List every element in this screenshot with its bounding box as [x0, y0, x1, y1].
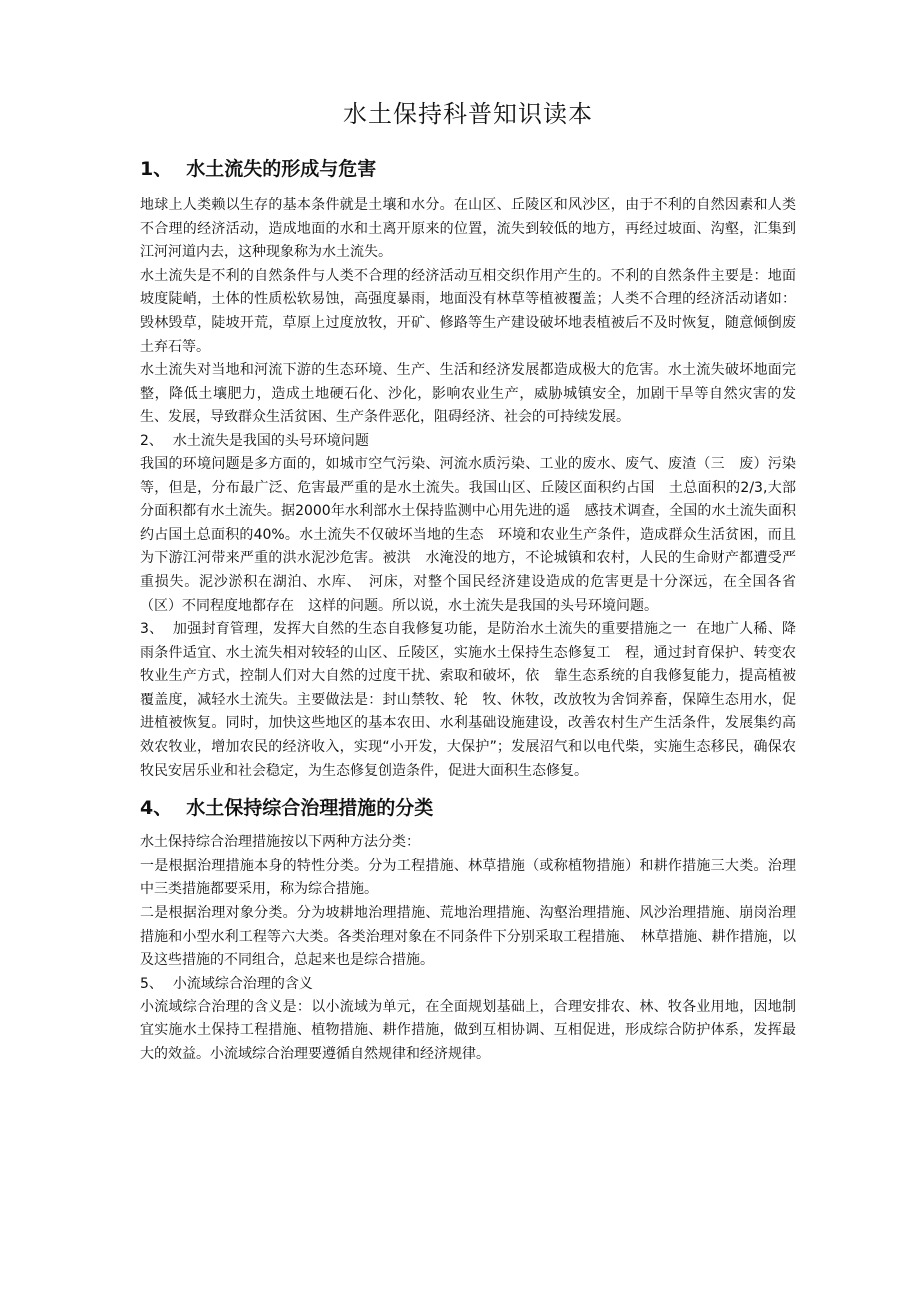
section-title: 水土流失的形成与危害 — [186, 158, 377, 180]
section-title: 水土流失是我国的头号环境问题 — [172, 432, 369, 449]
section-title: 加强封育管理，发挥大自然的生态自我修复功能，是防治水土流失的重要措施之一 — [172, 621, 687, 638]
section-4-heading — [140, 793, 796, 823]
paragraph: 地球上人类赖以生存的基本条件就是土壤和水分。在山区、丘陵区和风沙区，由于不利的自然因素和人类不合理的经济活动，造成地面的水和土离开原来的位置，流失到较低的地方，再经过坡面、沟壑，汇集到江河河道内去，这种现象称为水土流失。 — [140, 197, 796, 261]
document-page — [140, 96, 796, 1067]
paragraph: 一是根据治理措施本身的特性分类。分为工程措施、林草措施（或称植物措施）和耕作措施三大类。治理中三类措施都要采用，称为综合措施。 — [140, 857, 796, 898]
paragraph: 小流域综合治理的含义是：以小流域为单元，在全面规划基础上，合理安排农、林、牧各业用地，因地制宜实施水土保持工程措施、植物措施、耕作措施，做到互相协调、互相促进，形成综合防护体系，发挥最大的效益。小流域综合治理要遵循自然规律和经济规律。 — [140, 998, 796, 1062]
section-number: 4、 — [140, 797, 173, 820]
section-number: 3、 — [140, 621, 164, 638]
section-1-heading — [140, 154, 796, 184]
section-5-heading — [140, 973, 796, 996]
section-title: 小流域综合治理的含义 — [172, 975, 313, 992]
section-3-block — [140, 618, 796, 783]
section-number: 1、 — [140, 158, 173, 180]
paragraph: 二是根据治理对象分类。分为坡耕地治理措施、荒地治理措施、沟壑治理措施、风沙治理措施、崩岗治理措施和小型水利工程等六大类。各类治理对象在不同条件下分别采取工程措施、 林草措施、耕作措施，以及这些措施的不同组合，总起来也是综合措施。 — [140, 905, 796, 969]
paragraph: 水土流失是不利的自然条件与人类不合理的经济活动互相交织作用产生的。不利的自然条件主要是：地面坡度陡峭，土体的性质松软易蚀，高强度暴雨，地面没有林草等植被覆盖；人类不合理的经济活动诸如：毁林毁草，陡坡开荒，草原上过度放牧，开矿、修路等生产建设破坏地表植被后不及时恢复，随意倾倒废土弃石等。 — [140, 267, 796, 355]
section-number: 5、 — [140, 975, 163, 992]
section-number: 2、 — [140, 432, 163, 449]
paragraph: 在地广人稀、降雨条件适宜、水土流失相对较轻的山区、丘陵区，实施水土保持生态修复工 程，通过封育保护、转变农牧业生产方式，控制人们对大自然的过度干扰、索取和破坏，依 靠生态系统的自我修复能力，提高植被覆盖度，减轻水土流失。主要做法是：封山禁牧、轮 牧、休牧，改放牧为舍饲养畜，保障生态用水，促进植被恢复。同时，加快这些地区的基本农田、水利基础设施建设，改善农村生产生活条件，发展集约高效农牧业，增加农民的经济收入，实现“小开发，大保护”；发展沼气和以电代柴，实施生态移民，确保农牧民安居乐业和社会稳定，为生态修复创造条件，促进大面积生态修复。 — [140, 621, 796, 779]
section-2-heading — [140, 430, 796, 453]
paragraph: 水土保持综合治理措施按以下两种方法分类： — [140, 834, 420, 851]
paragraph: 水土流失对当地和河流下游的生态环境、生产、生活和经济发展都造成极大的危害。水土流失破坏地面完整，降低土壤肥力，造成土地硬石化、沙化，影响农业生产，威胁城镇安全，加剧干旱等自然灾害的发生、发展，导致群众生活贫困、生产条件恶化，阻碍经济、社会的可持续发展。 — [140, 362, 796, 426]
document-title: 水土保持科普知识读本 — [343, 100, 593, 128]
section-title: 水土保持综合治理措施的分类 — [186, 797, 434, 820]
paragraph: 我国的环境问题是多方面的，如城市空气污染、河流水质污染、工业的废水、废气、废渣（三 废）污染等，但是，分布最广泛、危害最严重的是水土流失。我国山区、丘陵区面积约占国 土总面积的2/3,大部分面积都有水土流失。据2000年水利部水土保持监测中心用先进的遥 感技术调查，全国的水土流失面积约占国土总面积的40%。水土流失不仅破坏当地的生态 环境和农业生产条件，造成群众生活贫困，而且为下游江河带来严重的洪水泥沙危害。被洪 水淹没的地方，不论城镇和农村，人民的生命财产都遭受严重损失。泥沙淤积在湖泊、水库、 河床，对整个国民经济建设造成的危害更是十分深远，在全国各省（区）不同程度地都存在 这样的问题。所以说，水土流失是我国的头号环境问题。 — [140, 455, 796, 614]
